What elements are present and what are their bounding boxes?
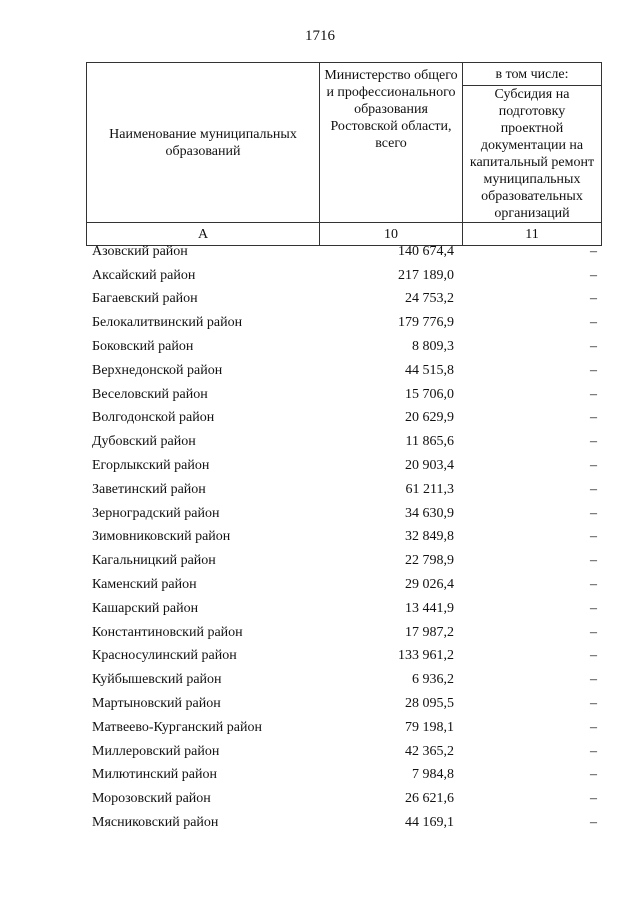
table-row bbox=[86, 573, 601, 597]
table-row bbox=[86, 407, 601, 431]
table-row bbox=[86, 240, 601, 264]
table-row bbox=[86, 549, 601, 573]
table-row bbox=[86, 764, 601, 788]
row-subsidy: – bbox=[590, 815, 597, 831]
row-total: 217 189,0 bbox=[398, 267, 454, 283]
row-name: Красносулинский район bbox=[92, 648, 237, 664]
row-name: Азовский район bbox=[92, 243, 188, 259]
table-row bbox=[86, 692, 601, 716]
column-index-11: 11 bbox=[463, 223, 602, 246]
row-subsidy: – bbox=[590, 386, 597, 402]
row-subsidy: – bbox=[590, 553, 597, 569]
table-body bbox=[86, 240, 601, 835]
row-total: 6 936,2 bbox=[412, 672, 454, 688]
table-row bbox=[86, 335, 601, 359]
row-total: 22 798,9 bbox=[405, 553, 454, 569]
table-header bbox=[86, 62, 602, 246]
column-index-a: А bbox=[87, 223, 320, 246]
row-name: Морозовский район bbox=[92, 791, 211, 807]
row-total: 15 706,0 bbox=[405, 386, 454, 402]
row-total: 20 629,9 bbox=[405, 410, 454, 426]
row-subsidy: – bbox=[590, 672, 597, 688]
row-subsidy: – bbox=[590, 743, 597, 759]
row-total: 133 961,2 bbox=[398, 648, 454, 664]
row-total: 44 169,1 bbox=[405, 815, 454, 831]
row-name: Кашарский район bbox=[92, 600, 199, 616]
table-row bbox=[86, 264, 601, 288]
row-total: 79 198,1 bbox=[405, 719, 454, 735]
row-total: 140 674,4 bbox=[398, 243, 454, 259]
row-subsidy: – bbox=[590, 434, 597, 450]
table-row bbox=[86, 526, 601, 550]
table-row bbox=[86, 383, 601, 407]
table-row bbox=[86, 311, 601, 335]
table-row bbox=[86, 811, 601, 835]
row-name: Верхнедонской район bbox=[92, 362, 223, 378]
row-subsidy: – bbox=[590, 791, 597, 807]
row-name: Дубовский район bbox=[92, 434, 196, 450]
row-name: Веселовский район bbox=[92, 386, 208, 402]
row-subsidy: – bbox=[590, 315, 597, 331]
table-row bbox=[86, 359, 601, 383]
table-row bbox=[86, 478, 601, 502]
table-row bbox=[86, 454, 601, 478]
row-name: Кагальницкий район bbox=[92, 553, 216, 569]
row-name: Багаевский район bbox=[92, 291, 198, 307]
column-header-name: Наименование муниципальных образований bbox=[87, 63, 320, 223]
table-row bbox=[86, 645, 601, 669]
row-subsidy: – bbox=[590, 362, 597, 378]
row-subsidy: – bbox=[590, 505, 597, 521]
column-index-10: 10 bbox=[320, 223, 463, 246]
row-name: Егорлыкский район bbox=[92, 458, 210, 474]
row-name: Матвеево-Курганский район bbox=[92, 719, 262, 735]
row-total: 42 365,2 bbox=[405, 743, 454, 759]
table-row bbox=[86, 288, 601, 312]
row-subsidy: – bbox=[590, 243, 597, 259]
row-name: Каменский район bbox=[92, 577, 197, 593]
table-row bbox=[86, 621, 601, 645]
row-subsidy: – bbox=[590, 624, 597, 640]
row-total: 28 095,5 bbox=[405, 696, 454, 712]
row-subsidy: – bbox=[590, 600, 597, 616]
row-name: Боковский район bbox=[92, 339, 194, 355]
row-name: Константиновский район bbox=[92, 624, 243, 640]
row-name: Белокалитвинский район bbox=[92, 315, 243, 331]
row-subsidy: – bbox=[590, 767, 597, 783]
row-name: Зимовниковский район bbox=[92, 529, 231, 545]
row-subsidy: – bbox=[590, 339, 597, 355]
row-subsidy: – bbox=[590, 481, 597, 497]
row-subsidy: – bbox=[590, 291, 597, 307]
row-name: Миллеровский район bbox=[92, 743, 220, 759]
row-name: Аксайский район bbox=[92, 267, 196, 283]
table-row bbox=[86, 740, 601, 764]
row-subsidy: – bbox=[590, 267, 597, 283]
row-total: 17 987,2 bbox=[405, 624, 454, 640]
row-total: 29 026,4 bbox=[405, 577, 454, 593]
row-total: 32 849,8 bbox=[405, 529, 454, 545]
row-subsidy: – bbox=[590, 577, 597, 593]
row-name: Милютинский район bbox=[92, 767, 218, 783]
row-total: 179 776,9 bbox=[398, 315, 454, 331]
row-subsidy: – bbox=[590, 648, 597, 664]
row-name: Мартыновский район bbox=[92, 696, 221, 712]
row-name: Мясниковский район bbox=[92, 815, 219, 831]
row-total: 26 621,6 bbox=[405, 791, 454, 807]
row-total: 20 903,4 bbox=[405, 458, 454, 474]
row-total: 24 753,2 bbox=[405, 291, 454, 307]
row-subsidy: – bbox=[590, 529, 597, 545]
row-subsidy: – bbox=[590, 410, 597, 426]
column-header-subsidy: Субсидия на подготовку проектной документации на капитальный ремонт муниципальных образовательных организаций bbox=[463, 86, 602, 223]
row-total: 11 865,6 bbox=[405, 434, 454, 450]
row-subsidy: – bbox=[590, 719, 597, 735]
row-total: 34 630,9 bbox=[405, 505, 454, 521]
table-row bbox=[86, 787, 601, 811]
row-total: 7 984,8 bbox=[412, 767, 454, 783]
row-name: Зерноградский район bbox=[92, 505, 220, 521]
page-number: 1716 bbox=[305, 28, 335, 44]
table-row bbox=[86, 597, 601, 621]
column-header-including: в том числе: bbox=[463, 63, 602, 86]
row-name: Куйбышевский район bbox=[92, 672, 222, 688]
column-header-ministry: Министерство общего и профессионального образования Ростовской области, всего bbox=[320, 63, 463, 223]
row-total: 61 211,3 bbox=[405, 481, 454, 497]
row-name: Волгодонской район bbox=[92, 410, 215, 426]
row-subsidy: – bbox=[590, 696, 597, 712]
table-row bbox=[86, 502, 601, 526]
row-total: 8 809,3 bbox=[412, 339, 454, 355]
row-subsidy: – bbox=[590, 458, 597, 474]
row-total: 13 441,9 bbox=[405, 600, 454, 616]
row-total: 44 515,8 bbox=[405, 362, 454, 378]
table-row bbox=[86, 430, 601, 454]
row-name: Заветинский район bbox=[92, 481, 206, 497]
table-row bbox=[86, 668, 601, 692]
table-row bbox=[86, 716, 601, 740]
